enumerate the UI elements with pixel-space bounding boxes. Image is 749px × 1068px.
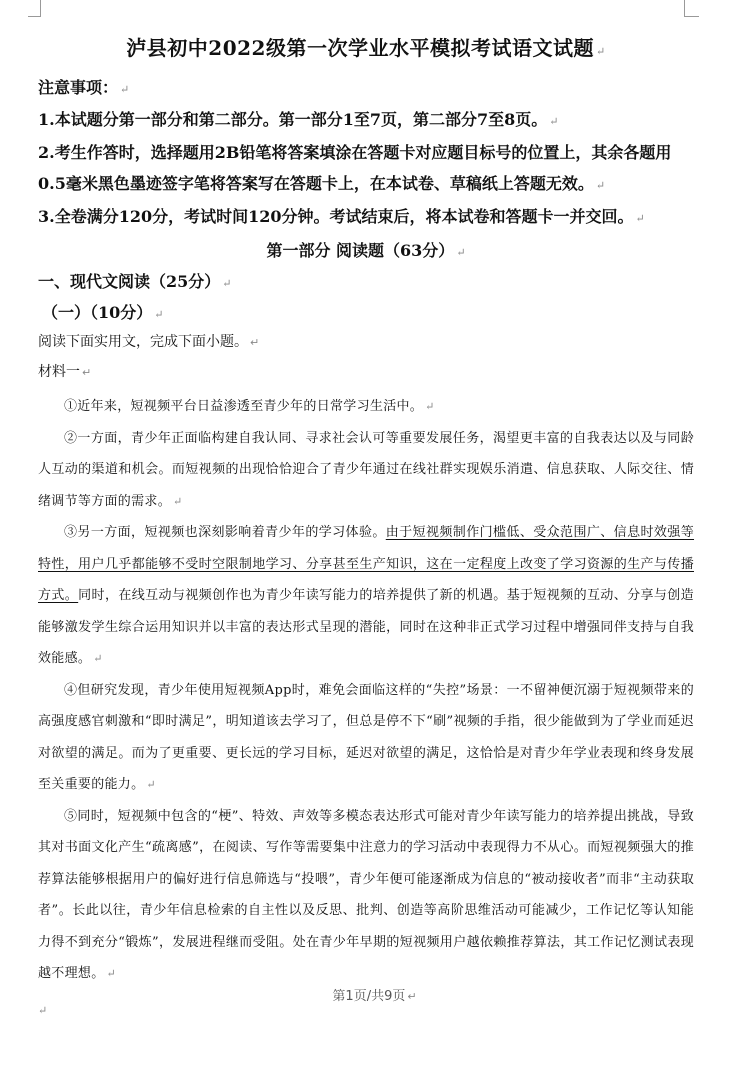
paragraph-4 [38,675,694,801]
paragraph-mark-icon: ↵ [146,778,156,791]
paragraph-1-text: ①近年来，短视频平台日益渗透至青少年的日常学习生活中。 [64,399,424,414]
document-page [38,30,694,990]
paragraph-mark-icon: ↵ [93,652,103,665]
paragraph-2-text: ②一方面，青少年正面临构建自我认同、寻求社会认可等重要发展任务，渴望更丰富的自我表达以及与同龄人互动的渠道和机会。而短视频的出现恰恰迎合了青少年通过在线社群实现娱乐消遣、信息获取、人际交往、情绪调节等方面的需求。 [38,430,694,509]
exam-title-text: 泸县初中2022级第一次学业水平模拟考试语文试题 [126,36,594,60]
paragraph-3-lead: ③另一方面，短视频也深刻影响着青少年的学习体验。 [64,525,386,540]
paragraph-3-rest: 同时，在线互动与视频创作也为青少年读写能力的培养提供了新的机遇。基于短视频的互动、分享与创造能够激发学生综合运用知识并以丰富的表达形式呈现的潜能，同时在这种非正式学习过程中增强同伴支持与自我效能感。 [38,588,694,666]
section-title [38,269,694,292]
paragraph-mark-icon: ↵ [595,45,606,58]
paragraph-1 [38,391,694,423]
exam-title [38,32,694,61]
paragraph-mark-icon: ↵ [222,277,232,290]
paragraph-mark-icon: ↵ [120,83,130,96]
paragraph-3 [38,517,694,675]
section-title-text: 一、现代文阅读（25分） [38,272,221,291]
paragraph-mark-icon: ↵ [549,115,559,128]
paragraph-mark-icon: ↵ [82,366,92,379]
paragraph-mark-icon: ↵ [173,494,183,508]
crop-mark-left [28,0,41,17]
paragraph-mark-icon: ↵ [106,967,117,980]
notice-item-2-text: 2.考生作答时，选择题用2B铅笔将答案填涂在答题卡对应题目标号的位置上，其余各题用0.5毫米黑色墨迹签字笔将答案写在答题卡上，在本试卷、草稿纸上答题无效。 [38,143,672,193]
notice-item-3-text: 3.全卷满分120分，考试时间120分钟。考试结束后，将本试卷和答题卡一并交回。 [38,207,634,226]
notice-item-1 [38,104,694,137]
paragraph-mark-icon: ↵ [595,179,606,192]
paragraph-mark-icon: ↵ [250,336,260,349]
material-label [38,361,694,381]
part-title-text: 第一部分 阅读题（63分） [266,241,455,260]
material-label-text: 材料一 [38,364,80,380]
paragraph-mark-icon: ↵ [425,400,435,413]
paragraph-3-underlined: 由于短视频制作门槛低、受众范围广、信息时效强等特性，用户几乎都能够不受时空限制地学习、分享甚至生产知识，这在一定程度上改变了学习资源的生产与传播方式。 [38,525,695,603]
paragraph-5 [38,801,694,990]
paragraph-mark-icon: ↵ [38,1004,48,1017]
subsection-title-text: （一）（10分） [42,303,153,322]
paragraph-4-text: ④但研究发现，青少年使用短视频App时，难免会面临这样的“失控”场景：一不留神便沉溺于短视频带来的高强度感官刺激和“即时满足”，明知道该去学习了，但总是停不下“刷”视频的手指，很少能做到为了学业而延迟对欲望的满足。而为了更重要、更长远的学习目标，延迟对欲望的满足，这恰恰是对青少年学业表现和终身发展至关重要的能力。 [38,682,694,792]
notice-item-1-text: 1.本试题分第一部分和第二部分。第一部分1至7页，第二部分7至8页。 [38,110,548,129]
paragraph-2 [38,423,694,518]
paragraph-mark-icon: ↵ [154,308,164,321]
paragraph-5-text: ⑤同时，短视频中包含的“梗”、特效、声效等多模态表达形式可能对青少年读写能力的培养提出挑战，导致其对书面文化产生“疏离感”，在阅读、写作等需要集中注意力的学习活动中表现得力不从心。而短视频强大的推荐算法能够根据用户的偏好进行信息筛选与“投喂”，青少年便可能逐渐成为信息的“被动接收者”而非“主动获取者”。长此以往，青少年信息检索的自主性以及反思、批判、创造等高阶思维活动可能减少，工作记忆等认知能力得不到充分“锻炼”，发展进程继而受阻。处在青少年早期的短视频用户越依赖推荐算法，其工作记忆测试表现越不理想。 [38,808,694,981]
page-footer [0,985,749,1004]
page-number: 第1页/共9页 [332,989,406,1004]
notice-item-3 [38,201,694,234]
notice-heading [38,75,694,98]
reading-instruction-text: 阅读下面实用文，完成下面小题。 [38,334,248,350]
notice-heading-text: 注意事项： [38,78,119,97]
subsection-title [42,300,694,323]
paragraph-mark-icon: ↵ [456,246,466,259]
paragraph-mark-icon: ↵ [635,212,645,225]
notice-item-2 [38,137,694,201]
reading-instruction [38,331,694,351]
crop-mark-right [684,0,699,17]
part-title [38,238,694,261]
paragraph-mark-icon: ↵ [407,990,417,1003]
